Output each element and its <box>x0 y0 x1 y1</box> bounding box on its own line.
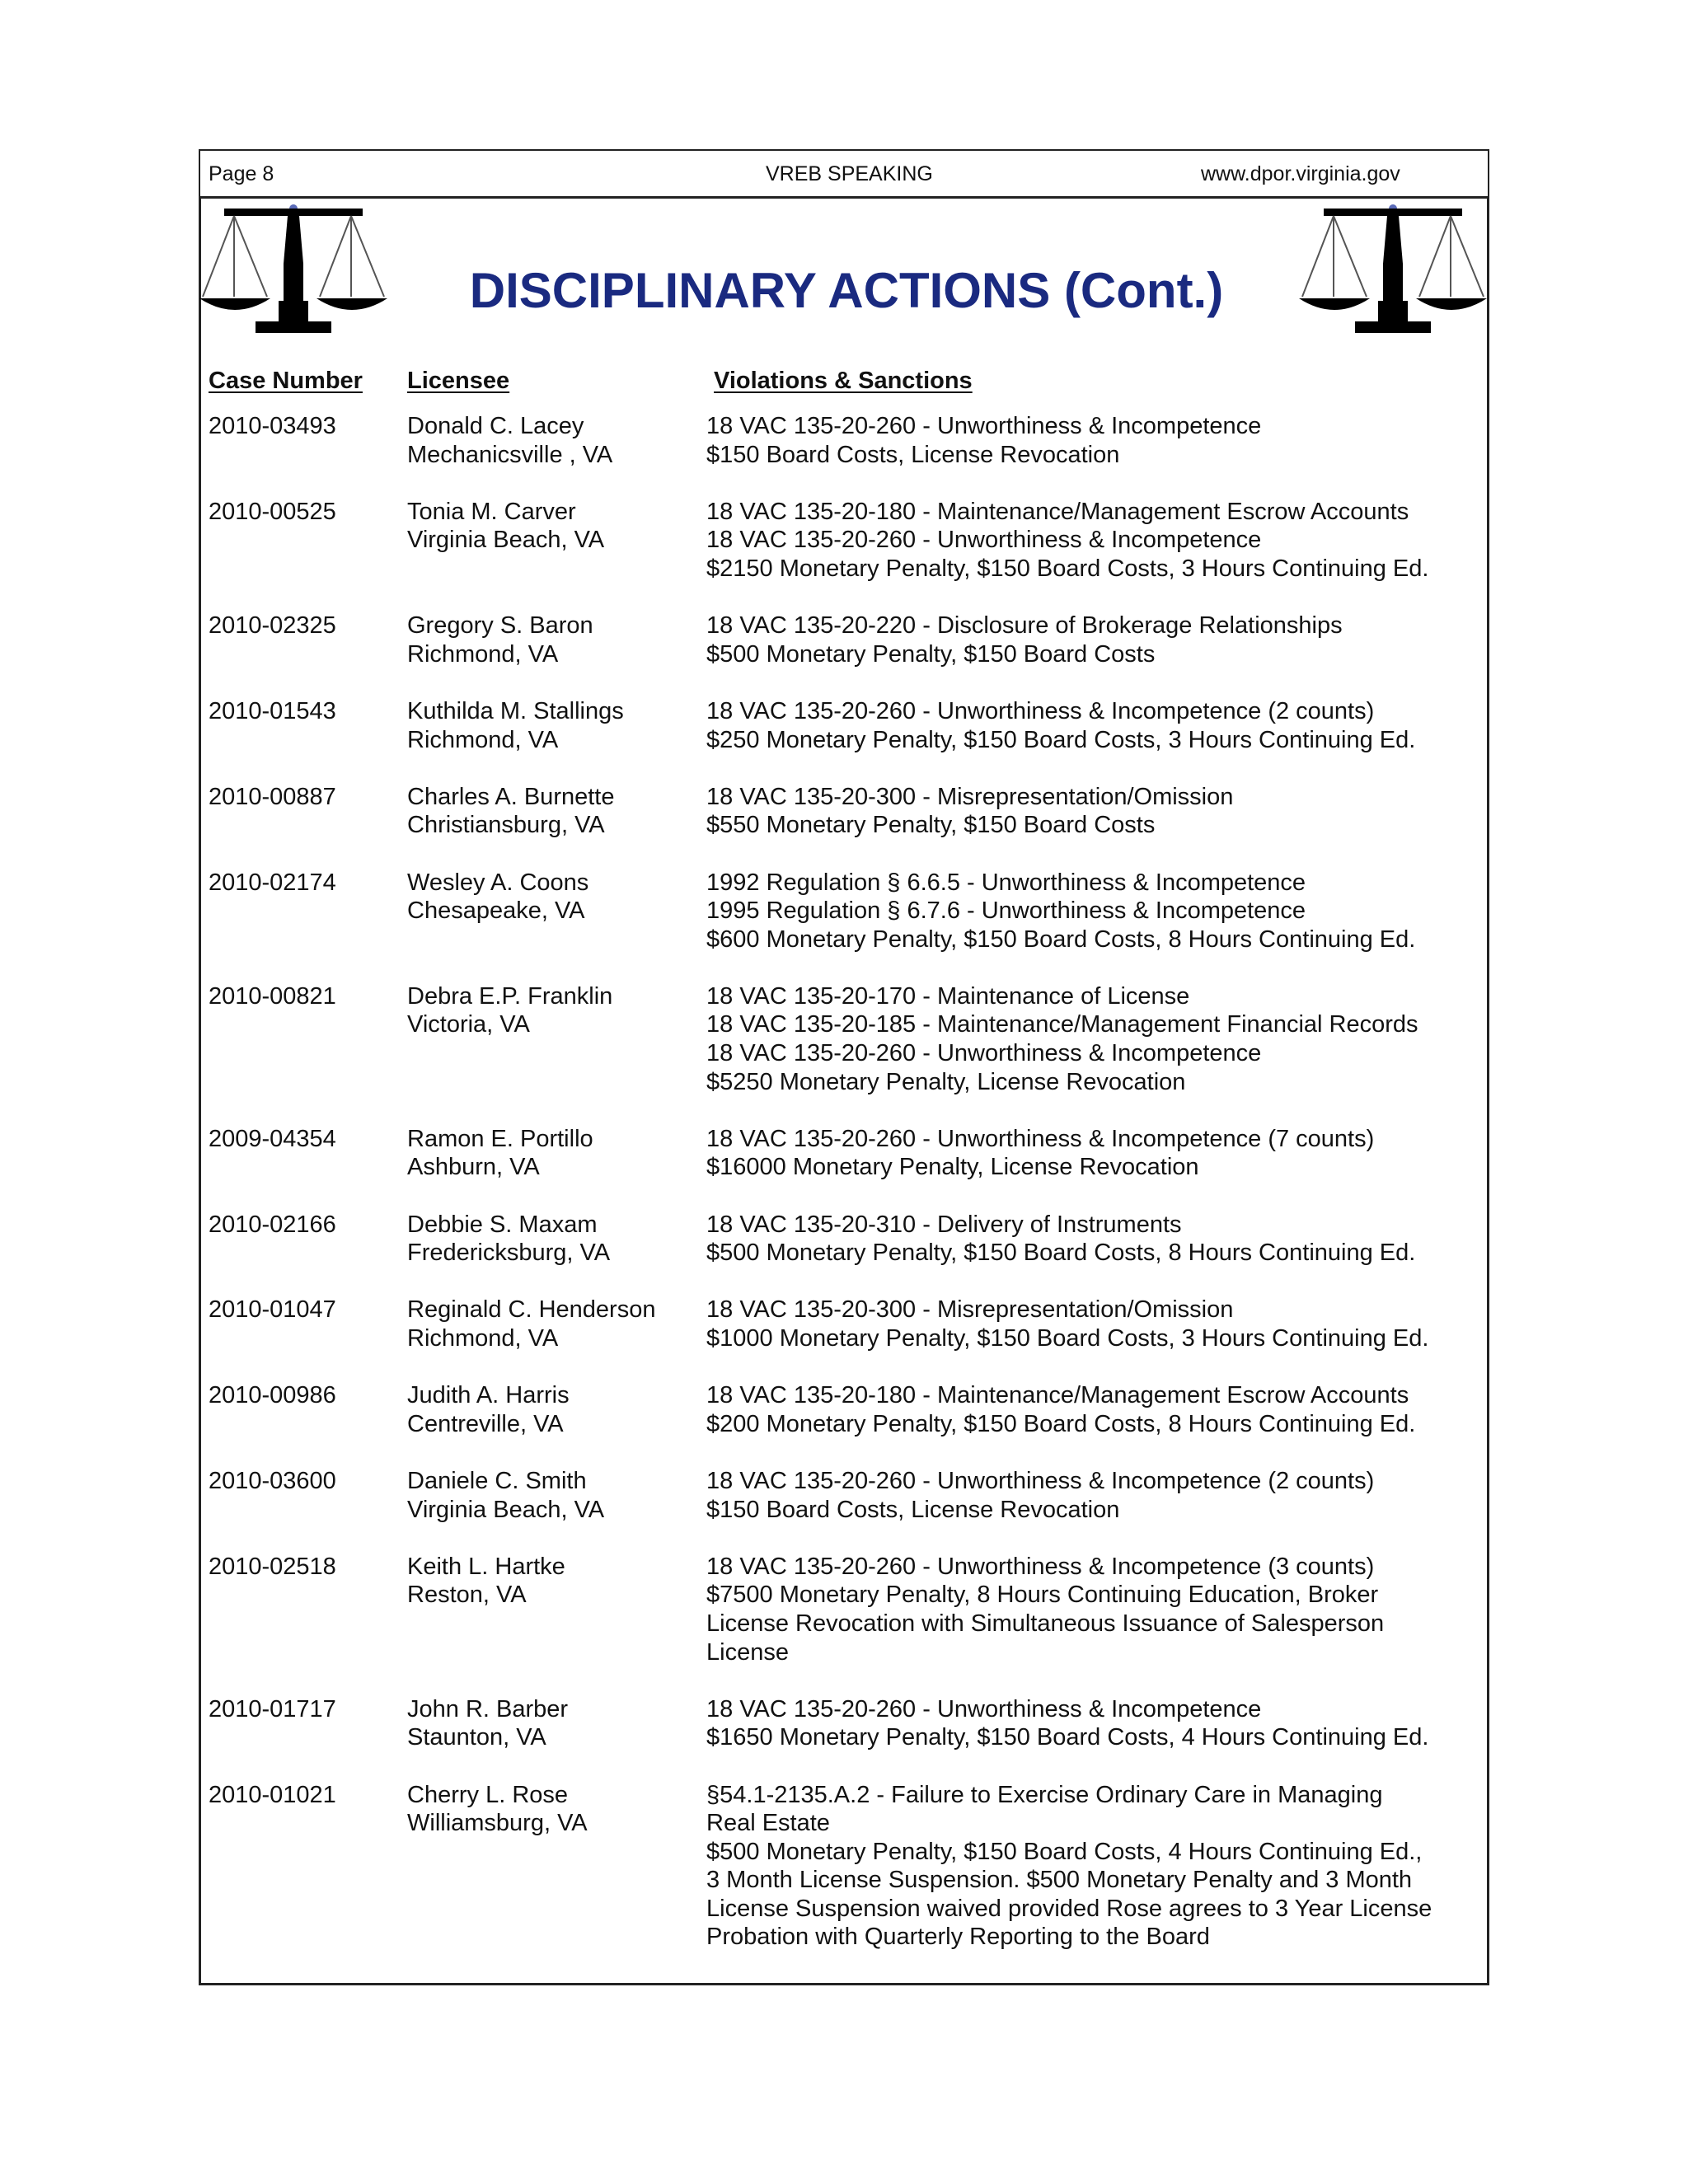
violations-sanctions <box>706 783 1482 840</box>
violation-line: $2150 Monetary Penalty, $150 Board Costs, 3 Hours Continuing Ed. <box>706 555 1429 582</box>
list-item <box>209 783 1482 840</box>
licensee-location: Virginia Beach, VA <box>407 527 605 554</box>
violation-line: Probation with Quarterly Reporting to the Board <box>706 1924 1210 1951</box>
violations-sanctions <box>706 1781 1482 1952</box>
licensee-location: Richmond, VA <box>407 726 559 753</box>
case-number: 2010-02166 <box>209 1211 336 1238</box>
list-item <box>209 1781 1482 1952</box>
case-number: 2010-03600 <box>209 1467 336 1494</box>
licensee-name: Debbie S. Maxam <box>407 1211 598 1238</box>
licensee <box>407 1781 706 1952</box>
list-item <box>209 697 1482 754</box>
violation-line: $500 Monetary Penalty, $150 Board Costs, 8 Hours Continuing Ed. <box>706 1240 1416 1267</box>
list-item <box>209 869 1482 954</box>
violations-sanctions <box>706 498 1482 583</box>
licensee-location: Mechanicsville , VA <box>407 441 613 468</box>
list-item <box>209 1381 1482 1438</box>
website-link[interactable]: www.dpor.virginia.gov <box>1201 162 1400 185</box>
violations-sanctions <box>706 1211 1482 1268</box>
violation-line: License Suspension waived provided Rose agrees to 3 Year License <box>706 1895 1432 1922</box>
disciplinary-actions-list <box>209 412 1482 1980</box>
licensee <box>407 412 706 469</box>
case-number: 2010-01047 <box>209 1296 336 1324</box>
case-number: 2010-02174 <box>209 869 336 896</box>
case-number: 2010-02325 <box>209 612 336 640</box>
licensee-location: Ashburn, VA <box>407 1154 540 1181</box>
publication-name: VREB SPEAKING <box>766 162 933 185</box>
violation-line: $500 Monetary Penalty, $150 Board Costs <box>706 640 1156 668</box>
violations-sanctions <box>706 697 1482 754</box>
violation-line: 18 VAC 135-20-260 - Unworthiness & Incompetence <box>706 1040 1262 1067</box>
licensee-location: Williamsburg, VA <box>407 1810 588 1837</box>
list-item <box>209 982 1482 1096</box>
violations-sanctions <box>706 1381 1482 1438</box>
list-item <box>209 498 1482 583</box>
licensee <box>407 982 706 1096</box>
violations-sanctions <box>706 869 1482 954</box>
violations-sanctions <box>706 1296 1482 1352</box>
licensee <box>407 1211 706 1268</box>
licensee-location: Chesapeake, VA <box>407 898 585 925</box>
violation-line: $7500 Monetary Penalty, 8 Hours Continuing Education, Broker <box>706 1582 1379 1609</box>
licensee-name: Cherry L. Rose <box>407 1781 569 1808</box>
page-header <box>199 149 1489 199</box>
violation-line: 18 VAC 135-20-300 - Misrepresentation/Omission <box>706 783 1234 810</box>
violation-line: $250 Monetary Penalty, $150 Board Costs, 3 Hours Continuing Ed. <box>706 726 1416 753</box>
licensee-location: Victoria, VA <box>407 1011 530 1038</box>
violation-line: 18 VAC 135-20-180 - Maintenance/Management Escrow Accounts <box>706 1382 1409 1409</box>
licensee-name: Reginald C. Henderson <box>407 1296 656 1324</box>
violations-sanctions <box>706 1553 1482 1666</box>
licensee <box>407 1381 706 1438</box>
list-item <box>209 412 1482 469</box>
licensee-location: Reston, VA <box>407 1582 527 1609</box>
list-item <box>209 1211 1482 1268</box>
licensee-name: Gregory S. Baron <box>407 612 593 640</box>
violation-line: 18 VAC 135-20-180 - Maintenance/Management Escrow Accounts <box>706 498 1409 525</box>
licensee <box>407 1553 706 1666</box>
page-number: Page 8 <box>209 162 274 185</box>
violation-line: 18 VAC 135-20-260 - Unworthiness & Incompetence (3 counts) <box>706 1553 1375 1580</box>
violation-line: 18 VAC 135-20-260 - Unworthiness & Incompetence (7 counts) <box>706 1125 1375 1152</box>
case-number: 2010-00525 <box>209 498 336 525</box>
licensee <box>407 1125 706 1182</box>
licensee <box>407 1296 706 1352</box>
violation-line: 18 VAC 135-20-220 - Disclosure of Brokerage Relationships <box>706 612 1343 640</box>
violation-line: 18 VAC 135-20-170 - Maintenance of License <box>706 982 1190 1010</box>
violation-line: 18 VAC 135-20-310 - Delivery of Instruments <box>706 1211 1182 1238</box>
case-number: 2009-04354 <box>209 1125 336 1152</box>
violation-line: $200 Monetary Penalty, $150 Board Costs, 8 Hours Continuing Ed. <box>706 1410 1416 1437</box>
licensee-name: Kuthilda M. Stallings <box>407 697 624 724</box>
case-number: 2010-02518 <box>209 1553 336 1580</box>
violation-line: $1000 Monetary Penalty, $150 Board Costs, 3 Hours Continuing Ed. <box>706 1325 1429 1352</box>
page-title: DISCIPLINARY ACTIONS (Cont.) <box>469 263 1224 318</box>
case-number: 2010-03493 <box>209 413 336 439</box>
licensee <box>407 612 706 668</box>
licensee-location: Richmond, VA <box>407 640 559 668</box>
licensee-name: Wesley A. Coons <box>407 869 589 896</box>
column-header-case-number: Case Number <box>209 368 363 394</box>
licensee-name: Keith L. Hartke <box>407 1553 565 1580</box>
violations-sanctions <box>706 612 1482 668</box>
licensee-location: Centreville, VA <box>407 1410 564 1437</box>
violation-line: $600 Monetary Penalty, $150 Board Costs, 8 Hours Continuing Ed. <box>706 926 1416 953</box>
violations-sanctions <box>706 1695 1482 1752</box>
column-header-licensee: Licensee <box>407 368 510 394</box>
violation-line: 18 VAC 135-20-260 - Unworthiness & Incompetence <box>706 527 1262 554</box>
list-item <box>209 1553 1482 1666</box>
violation-line: $550 Monetary Penalty, $150 Board Costs <box>706 812 1156 839</box>
violation-line: 1992 Regulation § 6.6.5 - Unworthiness & Incompetence <box>706 869 1306 896</box>
violation-line: $5250 Monetary Penalty, License Revocation <box>706 1068 1186 1095</box>
licensee-name: Daniele C. Smith <box>407 1467 587 1494</box>
case-number: 2010-01543 <box>209 697 336 724</box>
licensee-name: Tonia M. Carver <box>407 498 576 525</box>
violation-line: $16000 Monetary Penalty, License Revocation <box>706 1154 1199 1181</box>
violation-line: Real Estate <box>706 1810 830 1837</box>
licensee-location: Fredericksburg, VA <box>407 1240 611 1267</box>
violation-line: 3 Month License Suspension. $500 Monetary Penalty and 3 Month <box>706 1867 1413 1894</box>
licensee-name: Donald C. Lacey <box>407 413 584 439</box>
violation-line: $1650 Monetary Penalty, $150 Board Costs, 4 Hours Continuing Ed. <box>706 1724 1429 1751</box>
list-item <box>209 1695 1482 1752</box>
licensee <box>407 498 706 583</box>
violation-line: $500 Monetary Penalty, $150 Board Costs, 4 Hours Continuing Ed., <box>706 1838 1423 1865</box>
violation-line: 18 VAC 135-20-260 - Unworthiness & Incompetence <box>706 1695 1262 1722</box>
violations-sanctions <box>706 412 1482 469</box>
case-number: 2010-00821 <box>209 982 336 1010</box>
licensee <box>407 1467 706 1524</box>
violations-sanctions <box>706 1125 1482 1182</box>
licensee <box>407 869 706 954</box>
licensee-name: Charles A. Burnette <box>407 783 615 810</box>
violation-line: §54.1-2135.A.2 - Failure to Exercise Ordinary Care in Managing <box>706 1781 1383 1808</box>
licensee-name: Debra E.P. Franklin <box>407 982 613 1010</box>
list-item <box>209 1467 1482 1524</box>
violation-line: License <box>706 1638 789 1666</box>
licensee-name: Ramon E. Portillo <box>407 1125 593 1152</box>
violation-line: 18 VAC 135-20-300 - Misrepresentation/Omission <box>706 1296 1234 1324</box>
violation-line: 18 VAC 135-20-185 - Maintenance/Management Financial Records <box>706 1011 1418 1038</box>
violation-line: 18 VAC 135-20-260 - Unworthiness & Incompetence (2 counts) <box>706 697 1375 724</box>
violation-line: 1995 Regulation § 6.7.6 - Unworthiness & Incompetence <box>706 898 1306 925</box>
violation-line: $150 Board Costs, License Revocation <box>706 441 1120 468</box>
licensee <box>407 783 706 840</box>
case-number: 2010-00986 <box>209 1382 336 1409</box>
column-header-violations: Violations & Sanctions <box>714 368 973 394</box>
list-item <box>209 1125 1482 1182</box>
licensee-name: Judith A. Harris <box>407 1382 570 1409</box>
licensee-location: Christiansburg, VA <box>407 812 605 839</box>
licensee-name: John R. Barber <box>407 1695 569 1722</box>
violations-sanctions <box>706 982 1482 1096</box>
licensee-location: Richmond, VA <box>407 1325 559 1352</box>
violation-line: 18 VAC 135-20-260 - Unworthiness & Incompetence (2 counts) <box>706 1467 1375 1494</box>
licensee <box>407 697 706 754</box>
violations-sanctions <box>706 1467 1482 1524</box>
licensee <box>407 1695 706 1752</box>
list-item <box>209 1296 1482 1352</box>
case-number: 2010-01717 <box>209 1695 336 1722</box>
licensee-location: Staunton, VA <box>407 1724 546 1751</box>
case-number: 2010-00887 <box>209 783 336 810</box>
violation-line: License Revocation with Simultaneous Issuance of Salesperson <box>706 1610 1385 1637</box>
violation-line: $150 Board Costs, License Revocation <box>706 1496 1120 1523</box>
case-number: 2010-01021 <box>209 1781 336 1808</box>
licensee-location: Virginia Beach, VA <box>407 1496 605 1523</box>
violation-line: 18 VAC 135-20-260 - Unworthiness & Incompetence <box>706 413 1262 439</box>
list-item <box>209 612 1482 668</box>
